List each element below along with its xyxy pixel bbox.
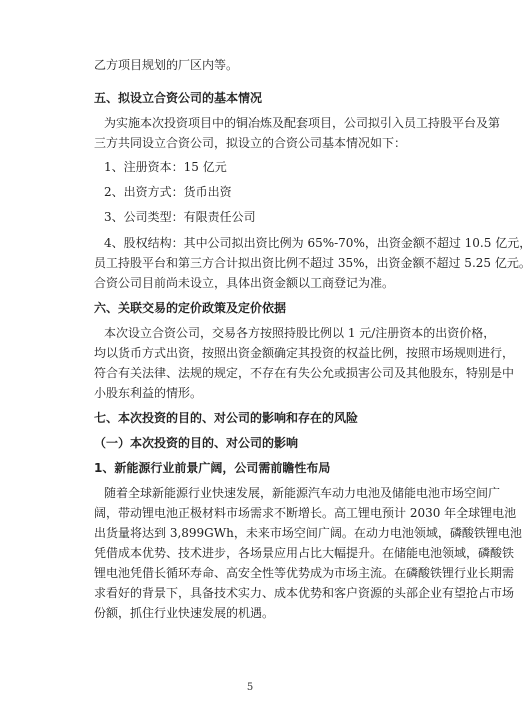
- list-item: 4、股权结构：其中公司拟出资比例为 65%-70%，出资金额不超过 10.5 亿元，: [104, 236, 531, 250]
- paragraph-line: 随着全球新能源行业快速发展，新能源汽车动力电池及储能电池市场空间广: [104, 486, 501, 500]
- section-heading-5: 五、拟设立合资公司的基本情况: [94, 91, 263, 105]
- paragraph-line: 符合有关法律、法规的规定，不存在有失公允或损害公司及其他股东，特别是中: [94, 366, 515, 380]
- subsection-heading: （一）本次投资的目的、对公司的影响: [94, 436, 299, 450]
- section-heading-7: 七、本次投资的目的、对公司的影响和存在的风险: [94, 411, 359, 425]
- paragraph-line: 本次设立合资公司，交易各方按照持股比例以 1 元/注册资本的出资价格，: [104, 326, 496, 340]
- list-item: 2、出资方式：货币出资: [104, 185, 232, 199]
- subsubsection-heading: 1、新能源行业前景广阔，公司需前瞻性布局: [94, 461, 331, 475]
- paragraph-line: 合资公司目前尚未设立，具体出资金额以工商登记为准。: [94, 276, 395, 290]
- list-item: 1、注册资本：15 亿元: [104, 160, 227, 174]
- paragraph-line: 锂电池凭借长循环寿命、高安全性等优势成为市场主流。在磷酸铁锂行业长期需: [94, 566, 515, 580]
- paragraph-line: 为实施本次投资项目中的铜冶炼及配套项目，公司拟引入员工持股平台及第: [104, 116, 501, 130]
- text-line: 乙方项目规划的厂区内等。: [94, 58, 239, 72]
- paragraph-line: 员工持股平台和第三方合计拟出资比例不超过 35%，出资金额不超过 5.25 亿元。: [94, 256, 531, 270]
- paragraph-line: 三方共同设立合资公司，拟设立的合资公司基本情况如下：: [94, 136, 407, 150]
- paragraph-line: 凭借成本优势、技术进步，各场景应用占比大幅提升。在储能电池领域，磷酸铁: [94, 546, 515, 560]
- paragraph-line: 均以货币方式出资，按照出资金额确定其投资的权益比例，按照市场规则进行，: [94, 346, 515, 360]
- paragraph-line: 求看好的背景下，具备技术实力、成本优势和客户资源的头部企业有望抢占市场: [94, 586, 515, 600]
- paragraph-line: 小股东利益的情形。: [94, 386, 203, 400]
- list-item: 3、公司类型：有限责任公司: [104, 210, 256, 224]
- paragraph-line: 份额，抓住行业快速发展的机遇。: [94, 606, 275, 620]
- section-heading-6: 六、关联交易的定价政策及定价依据: [94, 301, 287, 315]
- page-number: 5: [246, 682, 254, 693]
- paragraph-line: 阔，带动锂电池正极材料市场需求不断增长。高工锂电预计 2030 年全球锂电池: [94, 506, 517, 520]
- paragraph-line: 出货量将达到 3,899GWh，未来市场空间广阔。在动力电池领域，磷酸铁锂电池: [94, 526, 522, 540]
